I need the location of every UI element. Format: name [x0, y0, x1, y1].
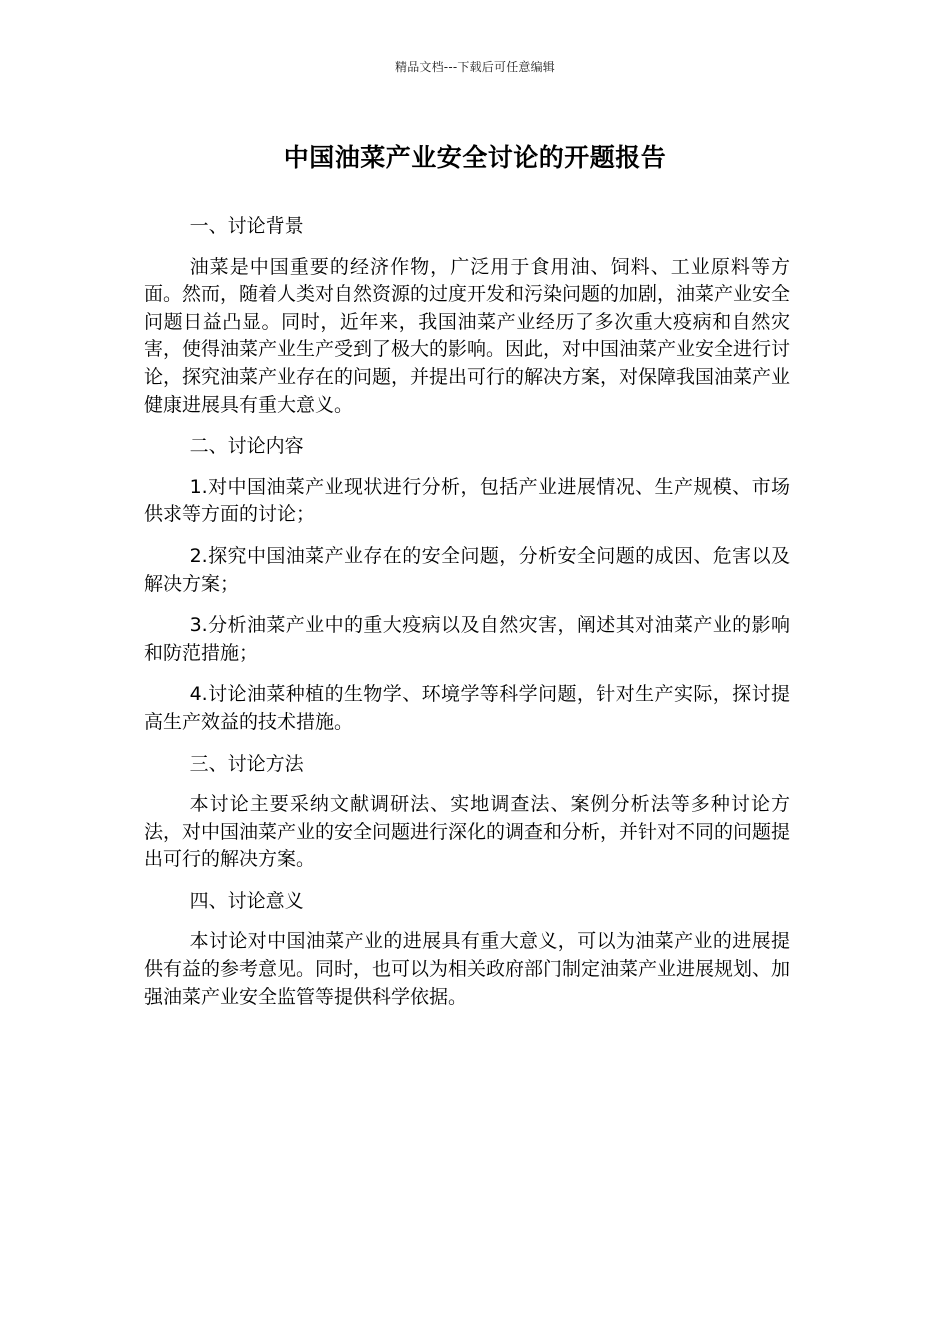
section-heading-significance: 四、讨论意义	[189, 889, 304, 912]
document-title: 中国油菜产业安全讨论的开题报告	[283, 143, 667, 172]
content-item-2: 2.探究中国油菜产业存在的安全问题，分析安全问题的成因、危害以及解决方案；	[144, 544, 790, 595]
content-item-3: 3.分析油菜产业中的重大疫病以及自然灾害，阐述其对油菜产业的影响和防范措施；	[144, 614, 790, 664]
content-item-1: 1.对中国油菜产业现状进行分析，包括产业进展情况、生产规模、市场供求等方面的讨论；	[144, 475, 790, 526]
document-body	[144, 213, 790, 1025]
section-heading-background: 一、讨论背景	[189, 215, 304, 237]
section-heading-content: 二、讨论内容	[189, 435, 304, 458]
paragraph-background: 油菜是中国重要的经济作物，广泛用于食用油、饲料、工业原料等方面。然而，随着人类对自然资源的过度开发和污染问题的加剧，油菜产业安全问题日益凸显。同时，近年来，我国油菜产业经历了多次重大疫病和自然灾害，使得油菜产业生产受到了极大的影响。因此，对中国油菜产业安全进行讨论，探究油菜产业存在的问题，并提出可行的解决方案，对保障我国油菜产业健康进展具有重大意义。	[144, 255, 791, 416]
header-note: 精品文档---下载后可任意编辑	[395, 60, 555, 74]
section-heading-method: 三、讨论方法	[189, 752, 304, 775]
content-item-4: 4.讨论油菜种植的生物学、环境学等科学问题，针对生产实际，探讨提高生产效益的技术措施。	[144, 683, 790, 733]
paragraph-significance: 本讨论对中国油菜产业的进展具有重大意义，可以为油菜产业的进展提供有益的参考意见。同时，也可以为相关政府部门制定油菜产业进展规划、加强油菜产业安全监管等提供科学依据。	[144, 930, 791, 1008]
paragraph-method: 本讨论主要采纳文献调研法、实地调查法、案例分析法等多种讨论方法，对中国油菜产业的安全问题进行深化的调查和分析，并针对不同的问题提出可行的解决方案。	[144, 793, 791, 871]
